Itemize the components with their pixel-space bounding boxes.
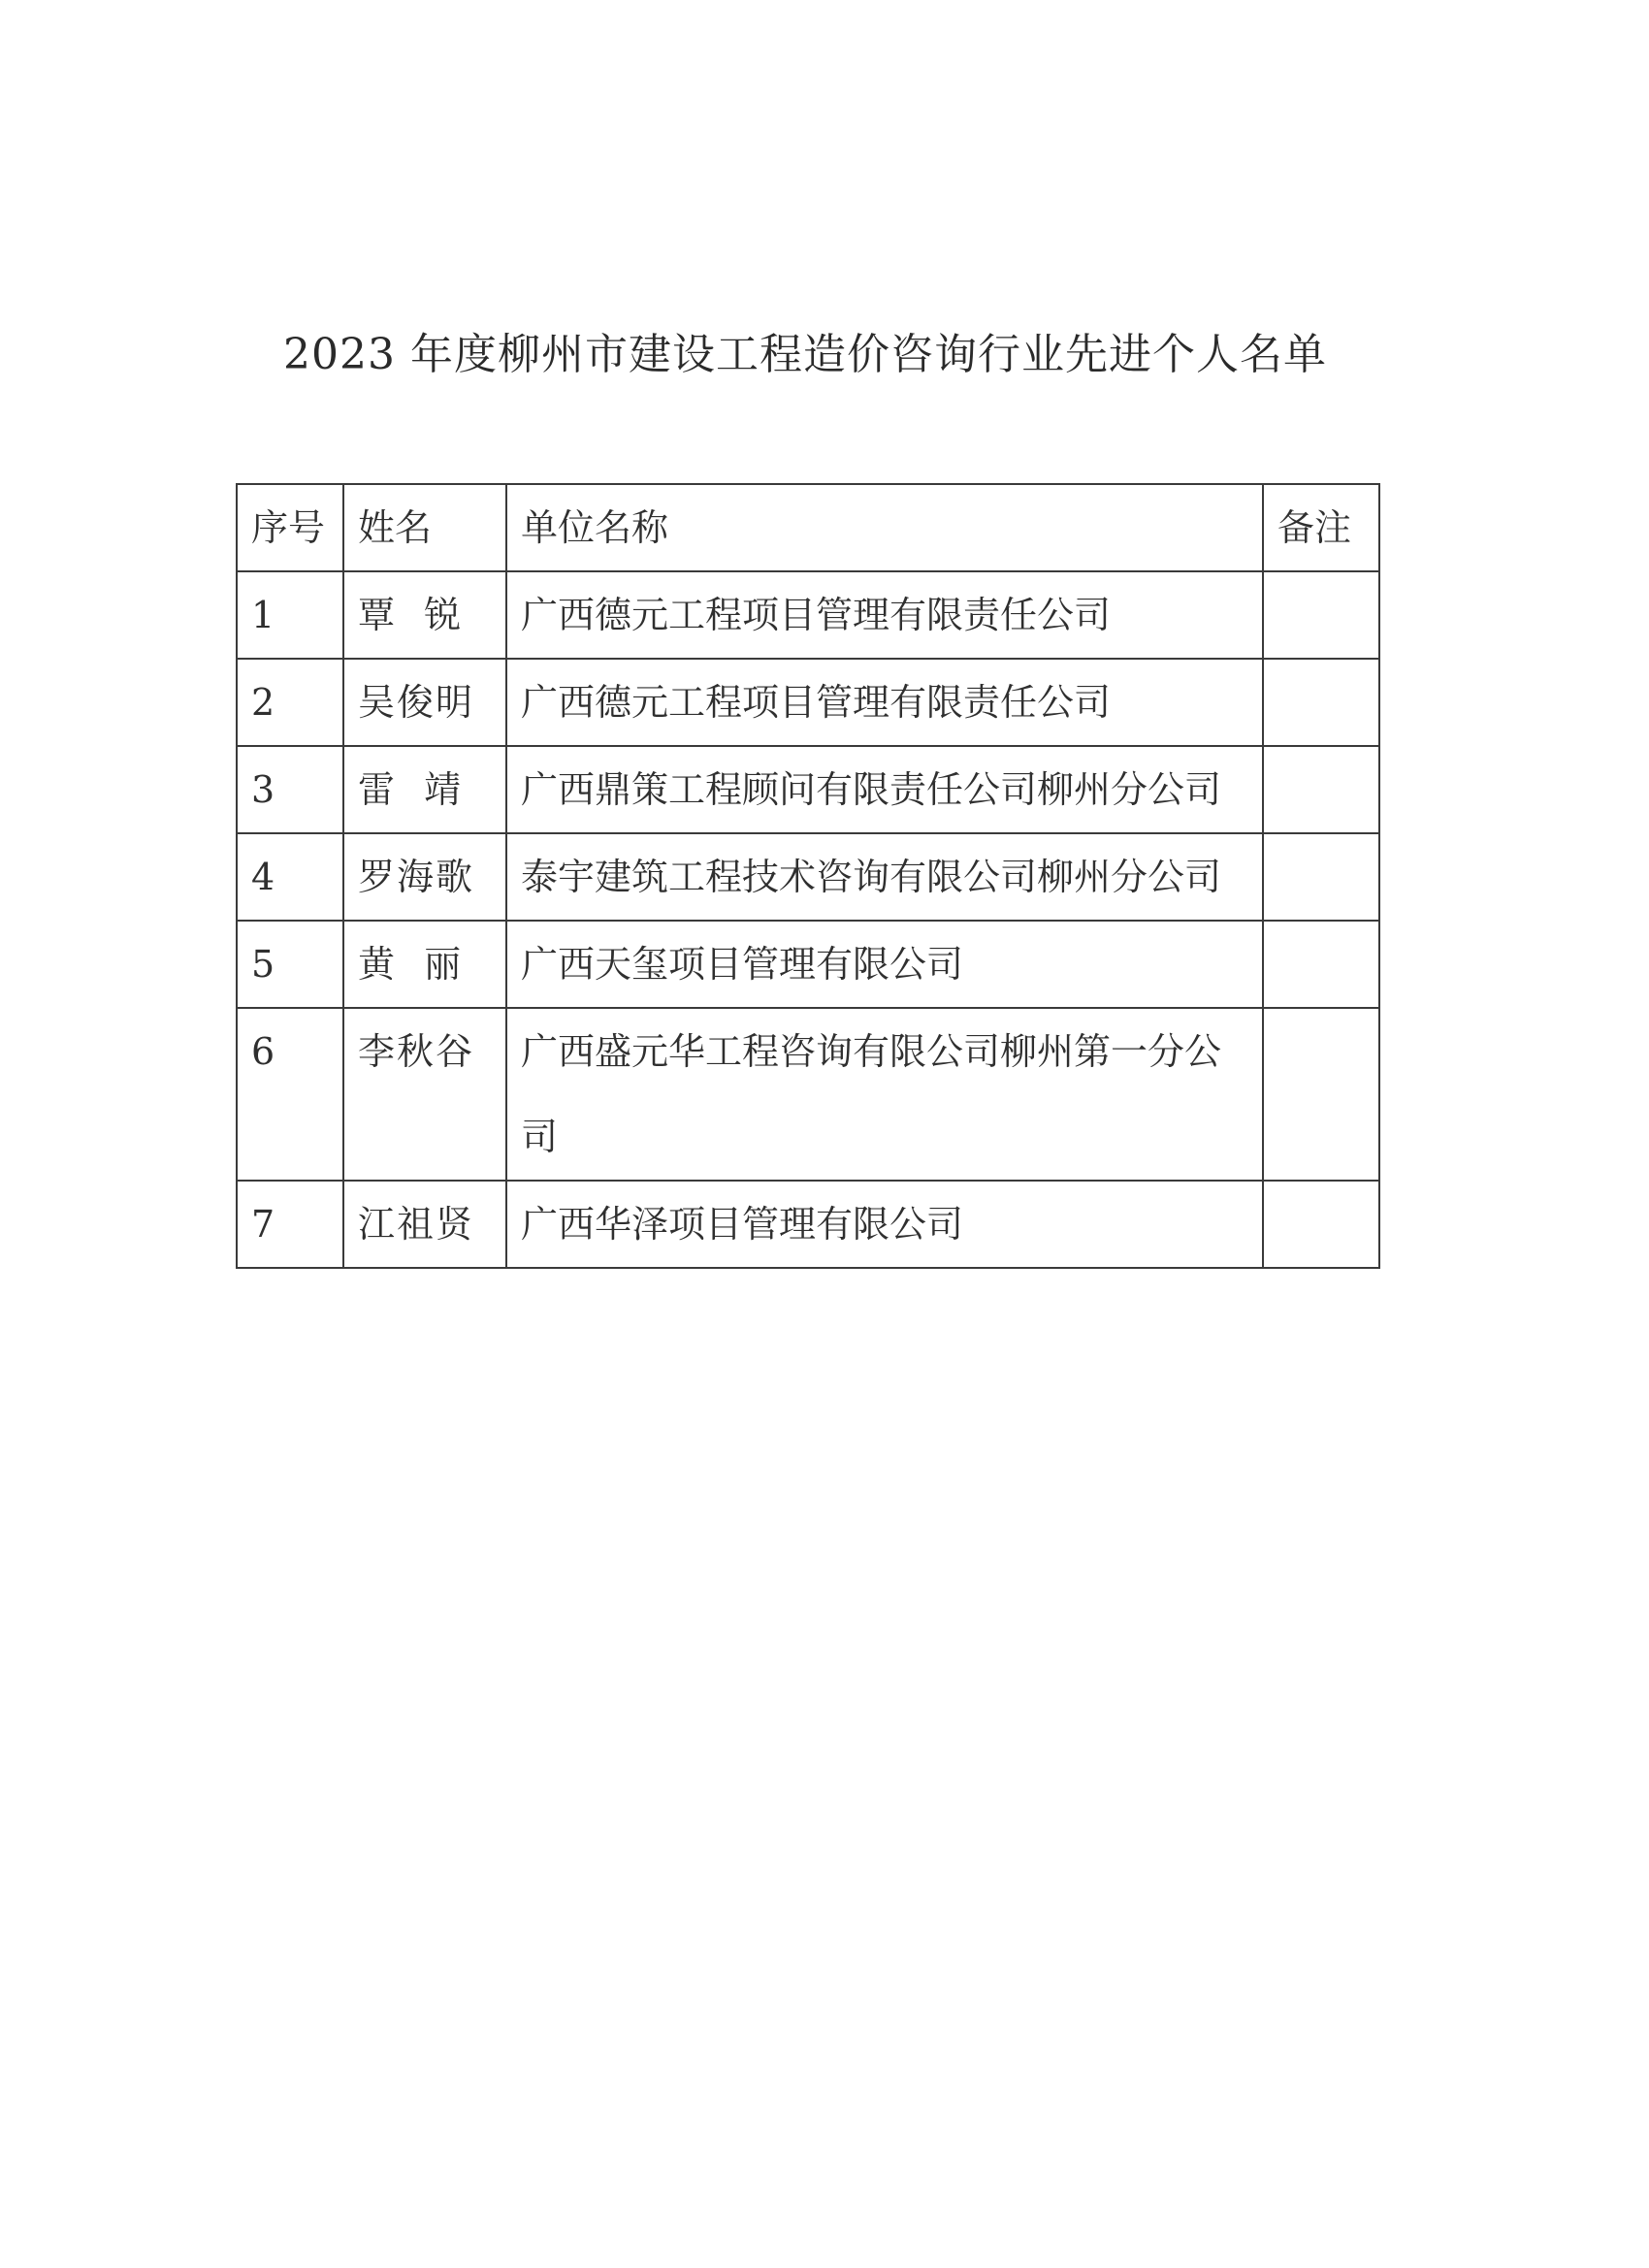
cell-note (1263, 833, 1379, 921)
cell-seq: 5 (237, 921, 343, 1008)
cell-note (1263, 921, 1379, 1008)
cell-company: 广西天玺项目管理有限公司 (506, 921, 1263, 1008)
cell-company: 泰宇建筑工程技术咨询有限公司柳州分公司 (506, 833, 1263, 921)
cell-seq: 6 (237, 1008, 343, 1181)
header-company: 单位名称 (506, 484, 1263, 571)
table-row (237, 746, 1379, 833)
cell-name: 黄 丽 (343, 921, 506, 1008)
cell-seq: 7 (237, 1181, 343, 1268)
cell-seq: 2 (237, 659, 343, 746)
roster-table (236, 483, 1380, 1269)
cell-note (1263, 1181, 1379, 1268)
table-row (237, 921, 1379, 1008)
page-title: 2023 年度柳州市建设工程造价咨询行业先进个人名单 (283, 330, 1327, 379)
table-row (237, 659, 1379, 746)
header-seq: 序号 (237, 484, 343, 571)
cell-note (1263, 571, 1379, 659)
cell-note (1263, 1008, 1379, 1181)
cell-company: 广西鼎策工程顾问有限责任公司柳州分公司 (506, 746, 1263, 833)
cell-name: 雷 靖 (343, 746, 506, 833)
cell-seq: 4 (237, 833, 343, 921)
table-row (237, 1008, 1379, 1181)
cell-name: 吴俊明 (343, 659, 506, 746)
header-name: 姓名 (343, 484, 506, 571)
cell-company: 广西盛元华工程咨询有限公司柳州第一分公司 (506, 1008, 1263, 1181)
cell-company: 广西德元工程项目管理有限责任公司 (506, 571, 1263, 659)
cell-name: 罗海歌 (343, 833, 506, 921)
table-row (237, 1181, 1379, 1268)
cell-name: 江祖贤 (343, 1181, 506, 1268)
header-note: 备注 (1263, 484, 1379, 571)
cell-name: 覃 锐 (343, 571, 506, 659)
table-row (237, 571, 1379, 659)
cell-company: 广西德元工程项目管理有限责任公司 (506, 659, 1263, 746)
table-header-row (237, 484, 1379, 571)
cell-company: 广西华泽项目管理有限公司 (506, 1181, 1263, 1268)
cell-name: 李秋谷 (343, 1008, 506, 1181)
table-row (237, 833, 1379, 921)
cell-note (1263, 746, 1379, 833)
cell-note (1263, 659, 1379, 746)
cell-seq: 3 (237, 746, 343, 833)
cell-seq: 1 (237, 571, 343, 659)
